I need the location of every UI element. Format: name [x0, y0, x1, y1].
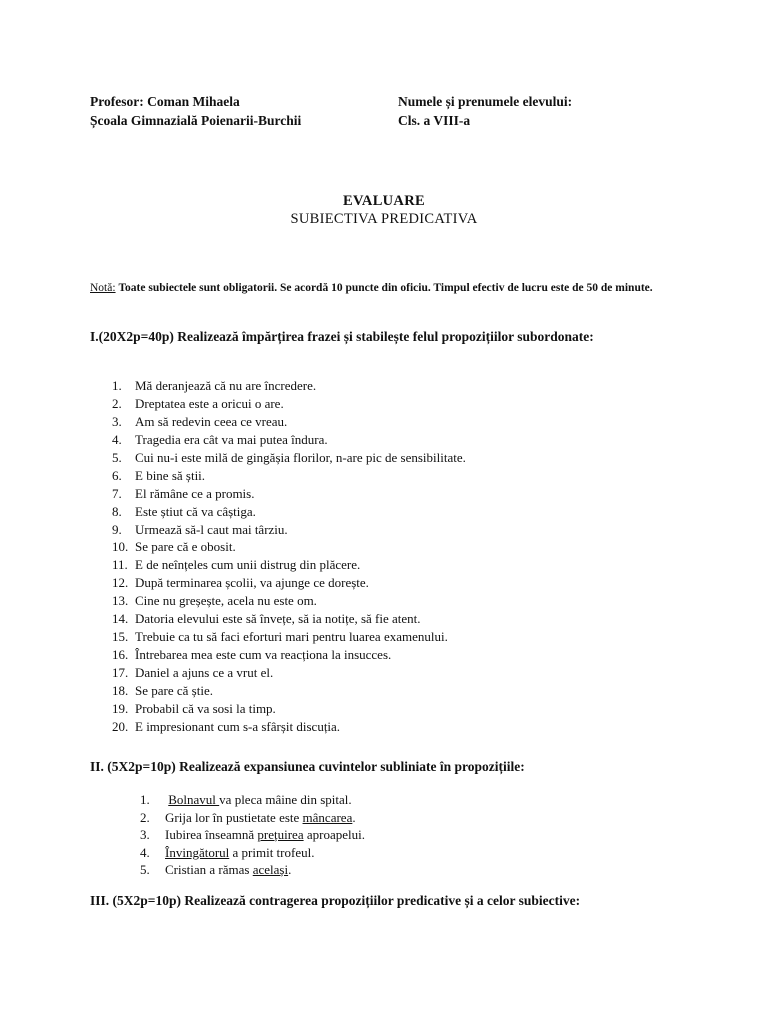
school-line: Școala Gimnazială Poienarii-Burchii	[90, 113, 302, 128]
header-left	[90, 92, 301, 130]
list-item: 6. E bine să știi.	[112, 467, 206, 483]
list-item: 3. Am să redevin ceea ce vreau.	[112, 413, 288, 429]
list-item: 3. Iubirea înseamnă prețuirea aproapelui.	[140, 827, 365, 842]
underlined-word: mâncarea	[302, 809, 353, 825]
list-item: 15. Trebuie ca tu să faci eforturi mari pentru luarea examenului.	[112, 629, 448, 645]
list-item: 16. Întrebarea mea este cum va reacționa la insucces.	[112, 647, 392, 663]
list-item: 2. Grija lor în pustietate este mâncarea.	[140, 809, 356, 825]
list-item: 1. Bolnavul va pleca mâine din spital.	[140, 792, 352, 807]
section-2-list	[140, 791, 365, 879]
underlined-word: același	[252, 862, 289, 877]
list-item: 5. Cui nu-i este milă de gingășia florilor, n-are pic de sensibilitate.	[112, 449, 466, 465]
list-item: 12. După terminarea școlii, va ajunge ce dorește.	[112, 575, 369, 591]
list-item: 2. Dreptatea este a oricui o are.	[112, 395, 284, 411]
student-name-label: Numele și prenumele elevului:	[398, 94, 573, 109]
section-3-heading: III. (5X2p=10p) Realizează contragerea propozițiilor predicative și a celor subiective:	[90, 893, 581, 908]
page-title: EVALUARE	[343, 193, 425, 209]
list-item: 5. Cristian a rămas același.	[140, 862, 292, 877]
header-right	[398, 92, 572, 130]
list-item: 19. Probabil că va sosi la timp.	[112, 700, 276, 716]
list-item: 18. Se pare că știe.	[112, 682, 213, 698]
class-label: Cls. a VIII-a	[398, 113, 471, 128]
teacher-line: Profesor: Coman Mihaela	[90, 94, 240, 109]
list-item: 4. Învingătorul a primit trofeul.	[140, 844, 315, 860]
note-label: Notă:	[90, 282, 116, 294]
list-item: 17. Daniel a ajuns ce a vrut el.	[112, 665, 274, 680]
section-1-list	[112, 377, 466, 736]
note-text: Toate subiectele sunt obligatorii. Se acordă 10 puncte din oficiu. Timpul efectiv de lucru este de 50 de minute.	[118, 282, 653, 294]
list-item: 13. Cine nu greșește, acela nu este om.	[112, 593, 317, 609]
section-1-heading: I.(20X2p=40p) Realizează împărțirea frazei și stabilește felul propozițiilor subordonate:	[90, 329, 594, 344]
list-item: 10. Se pare că e obosit.	[112, 539, 236, 555]
list-item: 11. E de neînțeles cum unii distrug din plăcere.	[112, 557, 361, 573]
list-item: 4. Tragedia era cât va mai putea îndura.	[112, 431, 328, 447]
list-item: 8. Este știut că va câștiga.	[112, 503, 256, 519]
list-item: 20. E impresionant cum s-a sfârșit discuția.	[112, 718, 341, 734]
page-subtitle: SUBIECTIVA PREDICATIVA	[290, 211, 478, 227]
instructions-note	[90, 281, 690, 296]
underlined-word: prețuirea	[257, 827, 304, 842]
list-item: 1. Mă deranjează că nu are încredere.	[112, 378, 317, 393]
underlined-word: Învingătorul	[165, 844, 230, 860]
section-2-heading: II. (5X2p=10p) Realizează expansiunea cuvintelor subliniate în propozițiile:	[90, 759, 525, 774]
list-item: 7. El rămâne ce a promis.	[112, 485, 255, 501]
underlined-word: Bolnavul	[168, 792, 220, 807]
list-item: 14. Datoria elevului este să învețe, să ia notițe, să fie atent.	[112, 611, 421, 627]
list-item: 9. Urmează să-l caut mai târziu.	[112, 521, 288, 537]
